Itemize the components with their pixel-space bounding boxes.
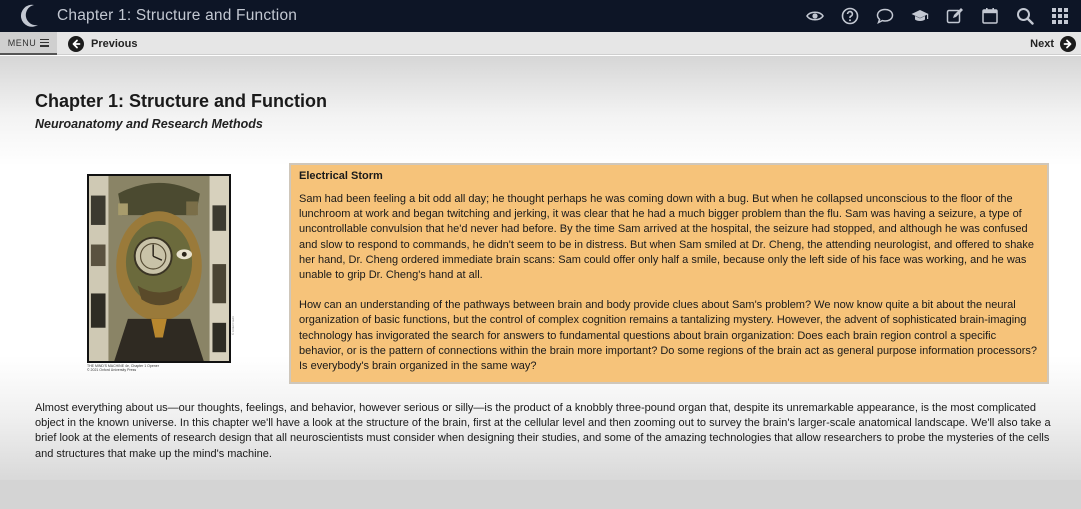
eye-icon[interactable] xyxy=(806,7,824,25)
chapter-opener-image xyxy=(87,174,231,363)
next-button[interactable] xyxy=(1030,35,1076,52)
help-icon[interactable] xyxy=(841,7,859,25)
figure-caption-copyright: © 2021 Oxford University Press xyxy=(87,368,137,372)
menu-button[interactable] xyxy=(0,32,57,55)
hamburger-icon xyxy=(40,39,49,47)
search-icon[interactable] xyxy=(1016,7,1034,25)
figure-caption xyxy=(87,364,237,372)
previous-label: Previous xyxy=(91,37,138,50)
menu-label: MENU xyxy=(7,37,37,48)
previous-button[interactable] xyxy=(68,35,137,52)
case-study-paragraph: Sam had been feeling a bit odd all day; he thought perhaps he was coming down with a bug. But when he collapsed unconscious to the floor of the lunchroom at work and began twitching and jerking, it was clear that he had a much bigger problem than the flu. Sam was having a seizure, a type of uncontrollable convulsion that he'd never had before. By the time Sam arrived at the hospital, the seizure had stopped, and although he was confused and slow to respond to commands, he didn't seem to be in distress. But when Sam smiled at Dr. Cheng, the attending neurologist, and offered to shake her hand, Dr. Cheng ordered immediate brain scans: Sam could offer only half a smile, because only the left side of his face was working, and he was unable to grip Dr. Cheng's hand at all. xyxy=(299,193,1035,282)
edit-icon[interactable] xyxy=(946,7,964,25)
grid-icon[interactable] xyxy=(1051,7,1069,25)
intro-paragraph: Almost everything about us—our thoughts, feelings, and behavior, however serious or silly—is the product of a knobbly three-pound organ that, despite its unremarkable appearance, is the most complicated object in the known universe. In this chapter we'll have a look at the structure of the brain, first at the cellular level and then zooming out to survey the brain's larger-scale anatomical landscape. We'll also take a brief look at the elements of research design that all neuroscientists must consider when designing their studies, and some of the amazing technologies that allow researchers to probe the mysteries of the cells and structures that make up the mind's machine. xyxy=(35,402,1051,460)
case-study-box xyxy=(289,163,1049,384)
arrow-left-icon xyxy=(68,36,84,52)
nav-bar xyxy=(0,32,1081,55)
next-label: Next xyxy=(1030,37,1054,50)
page-title: Chapter 1: Structure and Function xyxy=(35,91,328,111)
top-bar xyxy=(0,0,1081,32)
calendar-icon[interactable] xyxy=(981,7,999,25)
toolbar-icons xyxy=(789,0,1069,32)
case-study-paragraph: How can an understanding of the pathways between brain and body provide clues about Sam's problem? We now know quite a bit about the neural organization of basic functions, but the control of complex cognition remains a tantalizing mystery. However, the advent of sophisticated brain-imaging technology has invigorated the search for answers to fundamental questions about brain organization: Does each brain region control a specific behavior, or is the pattern of connections within the brain more important? Do some regions of the brain act as general purpose information processors? Is everybody's brain organized in the same way? xyxy=(299,299,1038,373)
case-study-title: Electrical Storm xyxy=(299,170,383,182)
app-logo-icon[interactable] xyxy=(14,1,44,31)
figure-credit: © Artist Credit xyxy=(231,316,235,335)
app-title: Chapter 1: Structure and Function xyxy=(57,7,298,24)
graduation-cap-icon[interactable] xyxy=(911,7,929,25)
figure-caption-title: THE MIND'S MACHINE 4e, Chapter 1 Opener xyxy=(87,364,159,368)
comment-icon[interactable] xyxy=(876,7,894,25)
page-subtitle: Neuroanatomy and Research Methods xyxy=(35,117,263,131)
bottom-strip xyxy=(0,480,1081,509)
arrow-right-icon xyxy=(1060,36,1076,52)
